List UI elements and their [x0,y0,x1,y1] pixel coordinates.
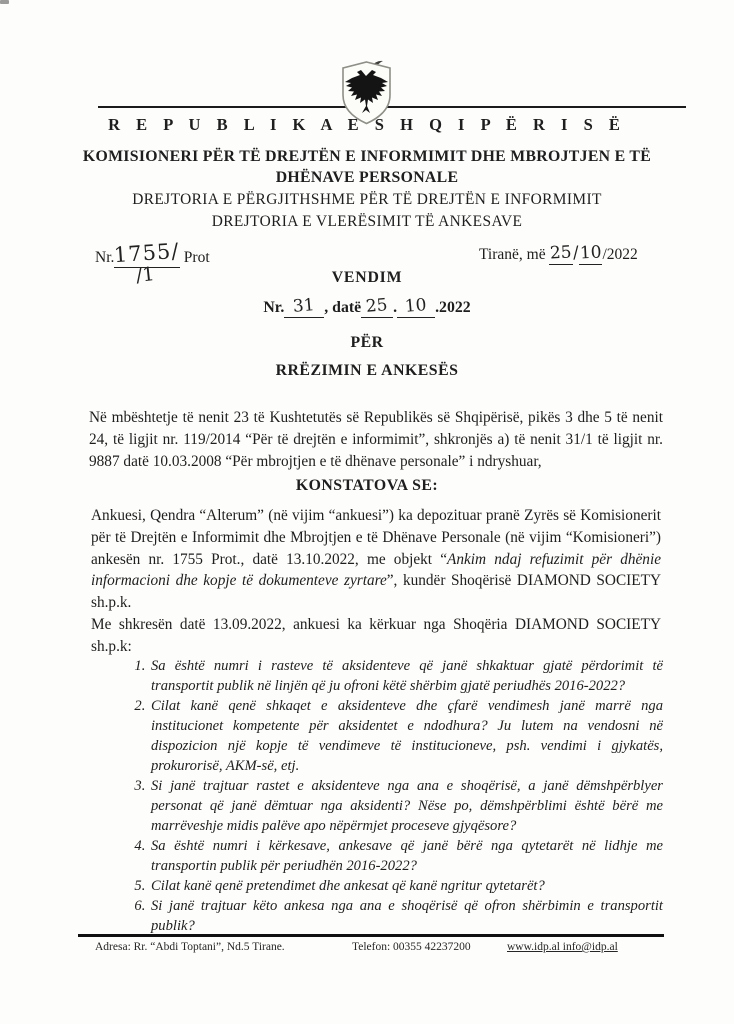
per-heading: PËR [350,334,384,351]
handwritten-protocol-suffix: /1 [134,263,156,287]
footer-web: www.idp.al info@idp.al [507,941,618,953]
scan-artifact [0,0,9,4]
decision-subject: RRËZIMIN E ANKESËS [275,362,459,379]
decision-nr-label: Nr. [263,299,285,316]
complaint-paragraph [91,505,661,658]
complaint-text-2: ”, kundër Shoqërisë DIAMOND SOCIETY sh.p.k. [91,572,661,612]
date-year: 2022 [606,246,638,263]
question-item [149,876,663,896]
directorate-title [0,189,734,233]
decision-month-blank [397,297,435,318]
protocol-nr-label: Nr. [95,249,115,266]
place-date-line [479,244,638,265]
directorate-line1: DREJTORIA E PËRGJITHSHME PËR TË DREJTËN E INFORMIMIT [132,191,602,208]
question-text: Si janë trajtuar rastet e aksidenteve nga ana e shoqërisë, a janë dëmshpërblyer personat që janë dëmtuar nga aksidenti? Nëse po, dëmshpërblimi është bërë me marrëveshje midis palëve apo nëpërmjet proceseve gjyqësore? [151,778,663,834]
question-text: Sa është numri i kërkesave, ankesave që janë bërë nga qytetarët në lidhje me transportin publik për periudhën 2016-2022? [151,838,663,874]
handwritten-protocol-number: 1755/ [113,238,181,268]
decision-day-blank [361,297,393,318]
question-item [149,836,663,876]
handwritten-day-underline [549,244,573,265]
republic-title: R E P U B L I K A E S H Q I P Ë R I S Ë [108,115,626,134]
question-item [149,656,663,696]
decision-number-line [0,297,734,318]
legal-basis-paragraph: Në mbështetje të nenit 23 të Kushtetutës së Republikës së Shqipërisë, pikës 3 dhe 5 të nenit 24, të ligjit nr. 119/2014 “Për të drejtën e informimit”, shkronjës a) të nenit 31/1 të ligjit nr. 9887 datë 10.03.2008 “Për mbrojtjen e të dhënave personale” i ndryshuar, [89,409,663,471]
decision-date-label: , datë [324,299,362,316]
complaint-text-1: Ankuesi, Qendra “Alterum” (në vijim “ankuesi”) ka depozituar pranë Zyrës së Komisionerit për të Drejtën e Informimit dhe Mbrojtjen e të Dhënave Personale (në vijim “Komisioneri”) ankesën nr. 1755 Prot., datë 13.10.2022, me objekt “ [91,507,661,568]
decision-nr-blank [284,297,324,318]
question-text: Cilat kanë qenë pretendimet dhe ankesat që kanë ngritur qytetarët? [151,878,545,894]
question-item [149,696,663,776]
decision-dot: . [393,299,398,316]
complaint-object-italic: Ankim ndaj refuzimit për dhënie informacioni dhe kopje të dokumenteve zyrtare [91,550,661,590]
commissioner-title [0,146,734,188]
footer-rule [78,934,664,937]
directorate-line2: DREJTORIA E VLERËSIMIT TË ANKESAVE [211,213,523,230]
decision-title: VENDIM [331,269,403,286]
decision-year: .2022 [435,299,471,316]
date-slash: / [602,246,607,263]
handwritten-decision-number: 31 [292,295,316,317]
request-line: Me shkresën datë 13.09.2022, ankuesi ka kërkuar nga Shoqëria DIAMOND SOCIETY sh.p.k: [91,615,661,655]
footer-address: Adresa: Rr. “Abdi Toptani”, Nd.5 Tirane. [95,941,285,953]
handwritten-month-underline [579,244,603,265]
question-text: Cilat kanë qenë shkaqet e aksidenteve dhe çfarë vendimesh janë marrë nga institucionet kompetente për aksidentet e ndodhura? Ju lutem na vendosni në dispozicion një kopje të vendimeve të institucioneve, psh. vendimi i gjykatës, prokurorisë, AKM-së, etj. [151,698,663,774]
prot-label: Prot [183,249,210,266]
handwritten-day: 25 [549,242,573,264]
commissioner-title-line1: KOMISIONERI PËR TË DREJTËN E INFORMIMIT DHE MBROJTJEN E TË [82,148,652,165]
question-item [149,776,663,836]
commissioner-title-line2: DHËNAVE PERSONALE [275,169,459,186]
question-text: Si janë trajtuar këto ankesa nga ana e shoqërisë që ofron shërbimin e transportit publik? [151,898,663,934]
handwritten-decision-month: 10 [404,295,428,317]
konstatova-heading: KONSTATOVA SE: [295,477,439,494]
handwritten-month: 10 [579,242,602,264]
handwritten-slash-1: / [572,242,580,264]
questions-list [112,656,663,936]
question-text: Sa është numri i rasteve të aksidenteve që janë shkaktuar gjatë përdorimit të transportit publik në linjën që ju ofroni këtë shërbim gjatë periudhës 2016-2022? [151,658,663,694]
handwritten-decision-day: 25 [365,295,389,317]
question-item [149,896,663,936]
place-date-label: Tiranë, më [479,246,546,263]
footer-phone: Telefon: 00355 42237200 [352,941,471,953]
